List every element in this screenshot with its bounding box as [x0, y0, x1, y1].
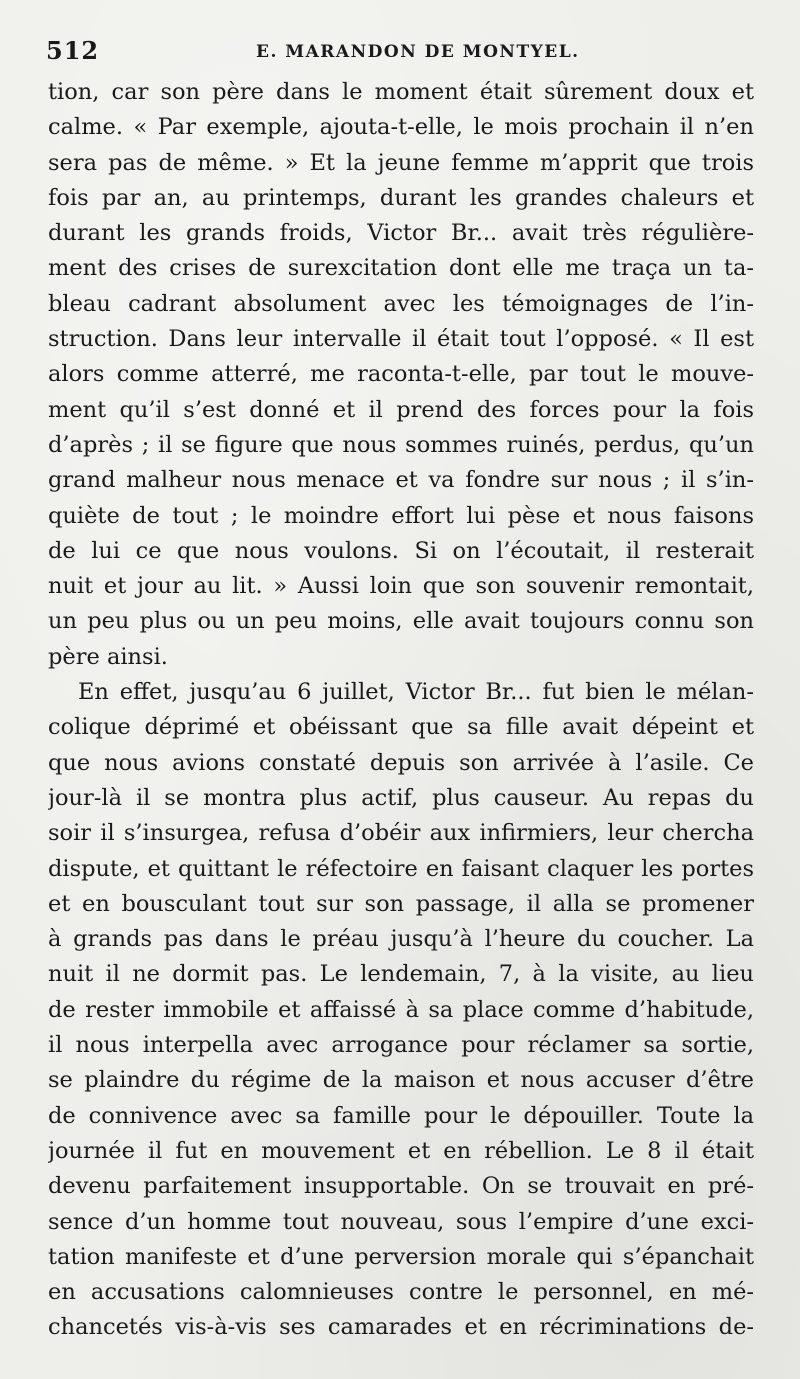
text-line: en accusations calomnieuses contre le personnel, en mé-: [48, 1279, 754, 1306]
text-line: il nous interpella avec arrogance pour réclamer sa sortie,: [48, 1032, 754, 1059]
text-line: devenu parfaitement insupportable. On se trouvait en pré-: [48, 1173, 754, 1200]
text-line: que nous avions constaté depuis son arrivée à l’asile. Ce: [48, 749, 754, 776]
page-header: [46, 36, 756, 72]
text-line: ment qu’il s’est donné et il prend des forces pour la fois: [48, 396, 754, 423]
text-line: durant les grands froids, Victor Br... avait très régulière-: [48, 220, 754, 247]
paragraph-start-line: En effet, jusqu’au 6 juillet, Victor Br... fut bien le mélan-: [78, 679, 754, 706]
text-line: à grands pas dans le préau jusqu’à l’heure du coucher. La: [48, 926, 754, 953]
text-line: d’après ; il se figure que nous sommes ruinés, perdus, qu’un: [48, 431, 754, 458]
text-line: tion, car son père dans le moment était sûrement doux et: [48, 79, 754, 105]
text-line: chancetés vis-à-vis ses camarades et en récriminations de-: [48, 1314, 754, 1341]
body-text: [48, 75, 754, 1346]
text-line: de rester immobile et affaissé à sa place comme d’habitude,: [48, 996, 754, 1023]
text-line: alors comme atterré, me raconta-t-elle, par tout le mouve-: [48, 361, 754, 388]
text-line: struction. Dans leur intervalle il était tout l’opposé. « Il est: [48, 326, 754, 353]
text-line: de lui ce que nous voulons. Si on l’écoutait, il resterait: [48, 537, 754, 564]
text-line: de connivence avec sa famille pour le dépouiller. Toute la: [48, 1102, 754, 1129]
text-line: ment des crises de surexcitation dont elle me traça un ta-: [48, 255, 754, 282]
text-line: journée il fut en mouvement et en rébellion. Le 8 il était: [48, 1137, 754, 1164]
text-line: nuit il ne dormit pas. Le lendemain, 7, à la visite, au lieu: [48, 961, 754, 988]
text-line: quiète de tout ; le moindre effort lui pèse et nous faisons: [48, 502, 754, 529]
text-line: sence d’un homme tout nouveau, sous l’empire d’une exci-: [48, 1208, 754, 1235]
text-line: calme. « Par exemple, ajouta-t-elle, le mois prochain il n’en: [48, 114, 754, 141]
text-line: nuit et jour au lit. » Aussi loin que son souvenir remontait,: [48, 573, 754, 600]
text-line: se plaindre du régime de la maison et nous accuser d’être: [48, 1067, 754, 1094]
text-line: soir il s’insurgea, refusa d’obéir aux infirmiers, leur chercha: [48, 820, 754, 847]
text-line: sera pas de même. » Et la jeune femme m’apprit que trois: [48, 149, 754, 176]
text-line: tation manifeste et d’une perversion morale qui s’épanchait: [48, 1243, 754, 1270]
text-line: dispute, et quittant le réfectoire en faisant claquer les portes: [48, 855, 754, 882]
running-head: E. MARANDON DE MONTYEL.: [256, 42, 580, 62]
paragraph-end-line: père ainsi.: [48, 643, 168, 670]
page-number: 512: [46, 36, 100, 65]
text-line: fois par an, au printemps, durant les grandes chaleurs et: [48, 184, 754, 211]
text-line: un peu plus ou un peu moins, elle avait toujours connu son: [48, 608, 754, 635]
text-line: colique déprimé et obéissant que sa fille avait dépeint et: [48, 714, 754, 741]
text-line: grand malheur nous menace et va fondre sur nous ; il s’in-: [48, 467, 754, 494]
text-line: et en bousculant tout sur son passage, il alla se promener: [48, 890, 754, 917]
text-line: jour-là il se montra plus actif, plus causeur. Au repas du: [48, 784, 754, 811]
text-line: bleau cadrant absolument avec les témoignages de l’in-: [48, 290, 754, 317]
